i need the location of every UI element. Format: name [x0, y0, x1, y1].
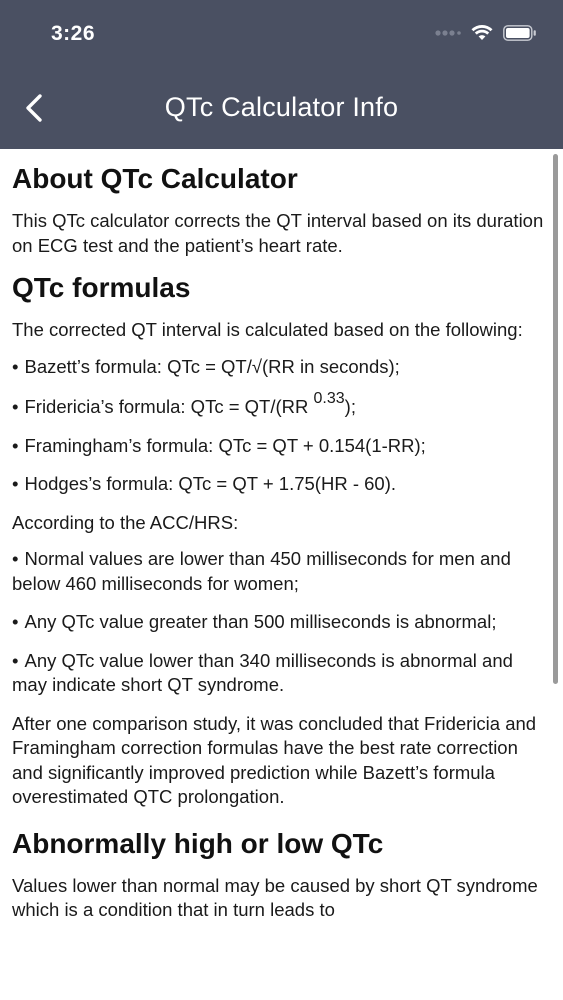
- abnormal-heading: Abnormally high or low QTc: [12, 827, 384, 859]
- formula-framingham: [12, 434, 552, 459]
- scrollbar[interactable]: [553, 154, 558, 684]
- bullet-dot: •: [12, 649, 19, 671]
- formula-framingham-text: Framingham’s formula: QTc = QT + 0.154(1-RR);: [24, 434, 426, 456]
- formula-hodges: [12, 472, 552, 497]
- formula-bazett-text: Bazett’s formula: QTc = QT/√(RR in seconds);: [24, 355, 400, 377]
- formula-fridericia-suffix: );: [344, 396, 356, 417]
- bullet-dot: •: [12, 611, 19, 632]
- status-bar: [0, 0, 563, 70]
- study-paragraph: After one comparison study, it was concluded that Fridericia and Framingham correction formulas have the best rate correction and significantly improved prediction while Bazett’s formula overestimated QTC prolongation.: [12, 712, 537, 807]
- about-heading: About QTc Calculator: [12, 163, 298, 194]
- formulas-intro: The corrected QT interval is calculated based on the following:: [12, 319, 523, 340]
- bullet-dot: •: [12, 548, 19, 569]
- acc-high-text: Any QTc value greater than 500 milliseconds is abnormal;: [24, 611, 497, 632]
- formula-hodges-text: Hodges’s formula: QTc = QT + 1.75(HR - 60).: [24, 473, 397, 494]
- wifi-icon: [471, 25, 493, 41]
- info-content: [0, 149, 563, 923]
- formulas-heading: QTc formulas: [12, 272, 191, 303]
- bullet-dot: •: [12, 355, 19, 377]
- formula-fridericia: [12, 390, 552, 420]
- page-title: QTc Calculator Info: [164, 92, 399, 122]
- formula-fridericia-exponent: 0.33: [313, 390, 345, 407]
- abnormal-body: Values lower than normal may be caused by short QT syndrome which is a condition that in turn leads to: [12, 874, 538, 920]
- status-time: 3:26: [51, 22, 96, 45]
- about-body: This QTc calculator corrects the QT interval based on its duration on ECG test and the patient’s heart rate.: [12, 210, 544, 256]
- formula-fridericia-prefix: Fridericia’s formula: QTc = QT/(RR: [24, 396, 314, 417]
- bullet-dot: •: [12, 473, 19, 494]
- battery-icon: [503, 25, 537, 41]
- cellular-signal-icon: [435, 27, 461, 39]
- acc-low: [12, 649, 552, 698]
- acc-normal: [12, 547, 552, 596]
- status-icons: [435, 25, 537, 41]
- app-header: [0, 0, 563, 149]
- acc-normal-text: Normal values are lower than 450 milliseconds for men and below 460 milliseconds for women;: [12, 548, 511, 594]
- nav-bar: [0, 70, 563, 149]
- acc-intro: According to the ACC/HRS:: [12, 511, 239, 533]
- acc-low-text: Any QTc value lower than 340 milliseconds is abnormal and may indicate short QT syndrome.: [12, 649, 513, 695]
- acc-high: [12, 610, 552, 635]
- info-scroll-view[interactable]: [0, 149, 563, 1000]
- bullet-dot: •: [12, 434, 19, 456]
- bullet-dot: •: [12, 396, 19, 417]
- formula-bazett: [12, 355, 552, 380]
